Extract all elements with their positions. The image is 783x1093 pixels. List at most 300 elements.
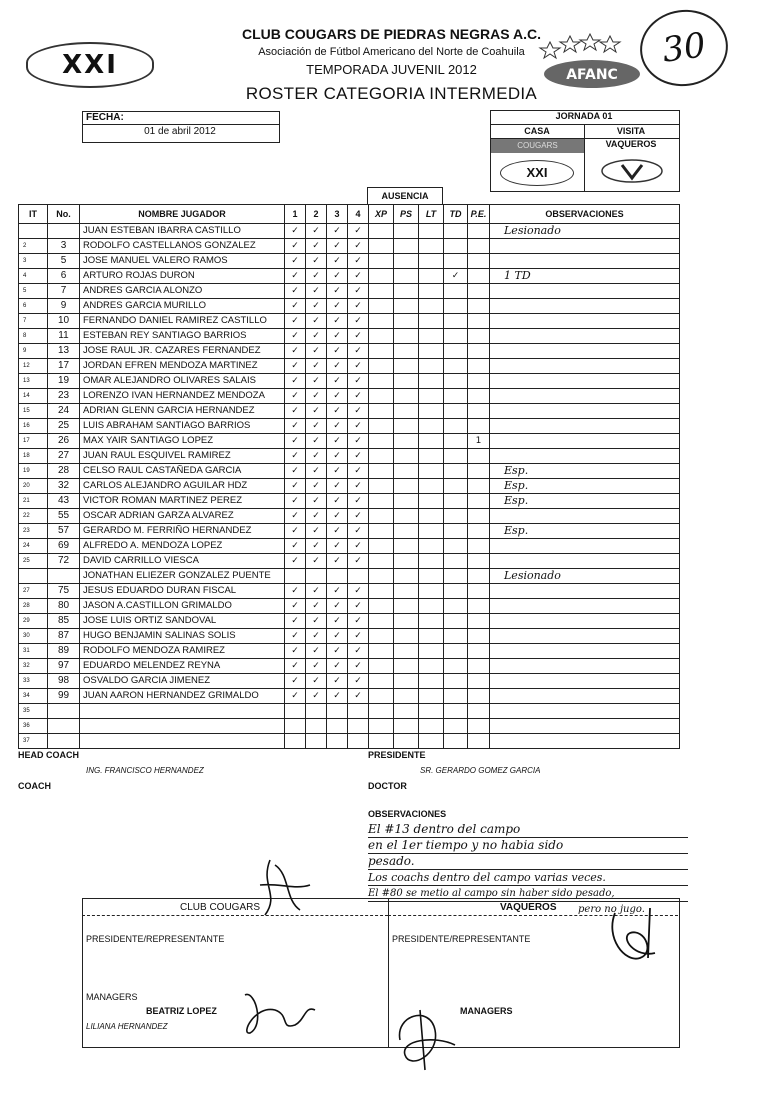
row-observation: Esp. bbox=[490, 524, 680, 539]
row-td bbox=[444, 389, 468, 404]
row-player-name: OMAR ALEJANDRO OLIVARES SALAIS bbox=[80, 374, 285, 389]
row-ps bbox=[394, 389, 419, 404]
row-q1: ✓ bbox=[285, 329, 306, 344]
row-q2: ✓ bbox=[306, 479, 327, 494]
row-q4: ✓ bbox=[348, 509, 369, 524]
row-td: ✓ bbox=[444, 269, 468, 284]
row-xp bbox=[369, 584, 394, 599]
col-name: NOMBRE JUGADOR bbox=[80, 205, 285, 224]
row-q1: ✓ bbox=[285, 494, 306, 509]
row-q2: ✓ bbox=[306, 254, 327, 269]
row-lt bbox=[419, 539, 444, 554]
col-q2: 2 bbox=[306, 205, 327, 224]
row-td bbox=[444, 299, 468, 314]
row-player-name bbox=[80, 704, 285, 719]
col-q1: 1 bbox=[285, 205, 306, 224]
row-observation bbox=[490, 344, 680, 359]
row-it: 16 bbox=[19, 419, 48, 434]
row-q1: ✓ bbox=[285, 599, 306, 614]
row-q1: ✓ bbox=[285, 674, 306, 689]
row-q4: ✓ bbox=[348, 644, 369, 659]
row-q3 bbox=[327, 704, 348, 719]
row-player-name: CELSO RAUL CASTAÑEDA GARCIA bbox=[80, 464, 285, 479]
row-q4: ✓ bbox=[348, 584, 369, 599]
row-q4 bbox=[348, 734, 369, 749]
away-team: VAQUEROS bbox=[605, 139, 657, 149]
row-observation bbox=[490, 434, 680, 449]
row-q1: ✓ bbox=[285, 659, 306, 674]
row-lt bbox=[419, 254, 444, 269]
row-number: 28 bbox=[48, 464, 80, 479]
row-player-name: JUAN ESTEBAN IBARRA CASTILLO bbox=[80, 224, 285, 239]
row-q3: ✓ bbox=[327, 539, 348, 554]
row-player-name: FERNANDO DANIEL RAMIREZ CASTILLO bbox=[80, 314, 285, 329]
row-observation bbox=[490, 254, 680, 269]
col-td: TD bbox=[444, 205, 468, 224]
row-xp bbox=[369, 629, 394, 644]
row-pe bbox=[468, 584, 490, 599]
row-q3: ✓ bbox=[327, 614, 348, 629]
row-xp bbox=[369, 329, 394, 344]
row-q4: ✓ bbox=[348, 629, 369, 644]
row-xp bbox=[369, 479, 394, 494]
row-q4 bbox=[348, 704, 369, 719]
row-player-name: ANDRES GARCIA MURILLO bbox=[80, 299, 285, 314]
signature-cougars-president bbox=[250, 855, 320, 925]
row-q2: ✓ bbox=[306, 299, 327, 314]
row-q2: ✓ bbox=[306, 314, 327, 329]
date-value: 01 de abril 2012 bbox=[144, 126, 216, 137]
row-observation: Lesionado bbox=[490, 569, 680, 584]
row-number: 17 bbox=[48, 359, 80, 374]
row-pe bbox=[468, 254, 490, 269]
club-managers-label: MANAGERS bbox=[86, 992, 138, 1002]
row-number bbox=[48, 569, 80, 584]
row-q1: ✓ bbox=[285, 614, 306, 629]
row-xp bbox=[369, 404, 394, 419]
row-xp bbox=[369, 659, 394, 674]
row-td bbox=[444, 239, 468, 254]
col-lt: LT bbox=[419, 205, 444, 224]
row-number: 27 bbox=[48, 449, 80, 464]
row-ps bbox=[394, 644, 419, 659]
row-pe bbox=[468, 374, 490, 389]
row-q1: ✓ bbox=[285, 689, 306, 704]
row-ps bbox=[394, 224, 419, 239]
row-ps bbox=[394, 434, 419, 449]
row-q2: ✓ bbox=[306, 419, 327, 434]
row-player-name: JONATHAN ELIEZER GONZALEZ PUENTE bbox=[80, 569, 285, 584]
row-player-name: ADRIAN GLENN GARCIA HERNANDEZ bbox=[80, 404, 285, 419]
row-xp bbox=[369, 449, 394, 464]
row-xp bbox=[369, 554, 394, 569]
row-lt bbox=[419, 704, 444, 719]
row-number: 69 bbox=[48, 539, 80, 554]
row-q2: ✓ bbox=[306, 269, 327, 284]
row-it: 9 bbox=[19, 344, 48, 359]
row-number: 89 bbox=[48, 644, 80, 659]
row-td bbox=[444, 494, 468, 509]
row-q2: ✓ bbox=[306, 599, 327, 614]
row-it bbox=[19, 224, 48, 239]
row-xp bbox=[369, 434, 394, 449]
row-q3: ✓ bbox=[327, 374, 348, 389]
row-q2: ✓ bbox=[306, 344, 327, 359]
row-q3: ✓ bbox=[327, 644, 348, 659]
table-row bbox=[19, 689, 680, 704]
row-observation bbox=[490, 284, 680, 299]
row-pe bbox=[468, 494, 490, 509]
row-lt bbox=[419, 569, 444, 584]
row-it: 33 bbox=[19, 674, 48, 689]
row-observation: 1 TD bbox=[490, 269, 680, 284]
row-q1: ✓ bbox=[285, 239, 306, 254]
table-row bbox=[19, 494, 680, 509]
row-q4: ✓ bbox=[348, 674, 369, 689]
row-it: 23 bbox=[19, 524, 48, 539]
row-lt bbox=[419, 434, 444, 449]
row-q2: ✓ bbox=[306, 629, 327, 644]
row-ps bbox=[394, 419, 419, 434]
row-q3: ✓ bbox=[327, 389, 348, 404]
row-td bbox=[444, 704, 468, 719]
row-it: 30 bbox=[19, 629, 48, 644]
row-observation bbox=[490, 734, 680, 749]
row-it: 22 bbox=[19, 509, 48, 524]
row-ps bbox=[394, 524, 419, 539]
row-ps bbox=[394, 719, 419, 734]
row-number: 19 bbox=[48, 374, 80, 389]
observation-line: pero no jugo. bbox=[578, 904, 645, 915]
row-observation bbox=[490, 599, 680, 614]
row-observation bbox=[490, 374, 680, 389]
season-title: TEMPORADA JUVENIL 2012 bbox=[306, 62, 477, 77]
row-q4: ✓ bbox=[348, 344, 369, 359]
row-q1: ✓ bbox=[285, 404, 306, 419]
table-row bbox=[19, 644, 680, 659]
observations-label: OBSERVACIONES bbox=[368, 809, 447, 819]
table-row bbox=[19, 239, 680, 254]
row-q1: ✓ bbox=[285, 434, 306, 449]
table-row bbox=[19, 404, 680, 419]
row-lt bbox=[419, 389, 444, 404]
row-lt bbox=[419, 329, 444, 344]
row-pe bbox=[468, 704, 490, 719]
row-ps bbox=[394, 704, 419, 719]
row-pe bbox=[468, 359, 490, 374]
row-q4: ✓ bbox=[348, 254, 369, 269]
row-pe bbox=[468, 599, 490, 614]
table-row bbox=[19, 614, 680, 629]
row-td bbox=[444, 719, 468, 734]
row-player-name: ANDRES GARCIA ALONZO bbox=[80, 284, 285, 299]
row-observation: Esp. bbox=[490, 494, 680, 509]
row-lt bbox=[419, 554, 444, 569]
row-observation: Esp. bbox=[490, 464, 680, 479]
row-q1 bbox=[285, 734, 306, 749]
row-number: 85 bbox=[48, 614, 80, 629]
row-td bbox=[444, 689, 468, 704]
vaqueros-logo-graphic bbox=[600, 158, 664, 184]
row-q4: ✓ bbox=[348, 689, 369, 704]
row-ps bbox=[394, 284, 419, 299]
row-lt bbox=[419, 449, 444, 464]
row-q1: ✓ bbox=[285, 539, 306, 554]
row-q1: ✓ bbox=[285, 479, 306, 494]
row-lt bbox=[419, 734, 444, 749]
row-number bbox=[48, 719, 80, 734]
row-lt bbox=[419, 344, 444, 359]
row-lt bbox=[419, 239, 444, 254]
row-number: 23 bbox=[48, 389, 80, 404]
observation-line: Los coachs dentro del campo varias veces. bbox=[368, 870, 688, 886]
row-player-name bbox=[80, 719, 285, 734]
row-q1: ✓ bbox=[285, 644, 306, 659]
row-observation bbox=[490, 584, 680, 599]
row-xp bbox=[369, 524, 394, 539]
row-lt bbox=[419, 479, 444, 494]
row-q4: ✓ bbox=[348, 224, 369, 239]
row-number: 72 bbox=[48, 554, 80, 569]
away-team-logo bbox=[600, 158, 664, 184]
row-lt bbox=[419, 419, 444, 434]
row-q3: ✓ bbox=[327, 674, 348, 689]
table-row bbox=[19, 509, 680, 524]
row-td bbox=[444, 599, 468, 614]
col-xp: XP bbox=[369, 205, 394, 224]
row-q3: ✓ bbox=[327, 344, 348, 359]
table-row bbox=[19, 329, 680, 344]
row-lt bbox=[419, 224, 444, 239]
row-q3: ✓ bbox=[327, 314, 348, 329]
row-q1: ✓ bbox=[285, 314, 306, 329]
row-td bbox=[444, 224, 468, 239]
row-number: 87 bbox=[48, 629, 80, 644]
col-obs: OBSERVACIONES bbox=[490, 205, 680, 224]
head-coach-label: HEAD COACH bbox=[18, 750, 80, 760]
table-row bbox=[19, 479, 680, 494]
row-td bbox=[444, 734, 468, 749]
row-ps bbox=[394, 314, 419, 329]
row-it: 31 bbox=[19, 644, 48, 659]
row-it: 12 bbox=[19, 359, 48, 374]
row-lt bbox=[419, 719, 444, 734]
row-player-name: JORDAN EFREN MENDOZA MARTINEZ bbox=[80, 359, 285, 374]
table-row bbox=[19, 284, 680, 299]
row-observation bbox=[490, 614, 680, 629]
row-q4: ✓ bbox=[348, 314, 369, 329]
club-president-label: PRESIDENTE/REPRESENTANTE bbox=[86, 934, 225, 944]
row-q3: ✓ bbox=[327, 359, 348, 374]
row-q4: ✓ bbox=[348, 524, 369, 539]
row-xp bbox=[369, 374, 394, 389]
table-row bbox=[19, 584, 680, 599]
row-lt bbox=[419, 689, 444, 704]
row-player-name: MAX YAIR SANTIAGO LOPEZ bbox=[80, 434, 285, 449]
row-lt bbox=[419, 674, 444, 689]
row-player-name: JUAN AARON HERNANDEZ GRIMALDO bbox=[80, 689, 285, 704]
row-td bbox=[444, 419, 468, 434]
row-q1: ✓ bbox=[285, 524, 306, 539]
row-q4 bbox=[348, 569, 369, 584]
signature-vaqueros-president bbox=[600, 898, 670, 973]
home-team: COUGARS bbox=[491, 139, 584, 153]
row-td bbox=[444, 584, 468, 599]
row-q3: ✓ bbox=[327, 404, 348, 419]
row-ps bbox=[394, 689, 419, 704]
row-pe bbox=[468, 389, 490, 404]
row-q3: ✓ bbox=[327, 419, 348, 434]
row-it bbox=[19, 569, 48, 584]
row-xp bbox=[369, 734, 394, 749]
row-q2 bbox=[306, 704, 327, 719]
row-player-name: CARLOS ALEJANDRO AGUILAR HDZ bbox=[80, 479, 285, 494]
table-row bbox=[19, 734, 680, 749]
row-pe bbox=[468, 569, 490, 584]
row-q3: ✓ bbox=[327, 554, 348, 569]
row-player-name: DAVID CARRILLO VIESCA bbox=[80, 554, 285, 569]
row-q2: ✓ bbox=[306, 614, 327, 629]
roster-table bbox=[18, 204, 680, 749]
row-number: 43 bbox=[48, 494, 80, 509]
signature-vaqueros-manager bbox=[390, 1000, 465, 1075]
row-q1: ✓ bbox=[285, 629, 306, 644]
row-pe bbox=[468, 464, 490, 479]
row-q3: ✓ bbox=[327, 689, 348, 704]
row-q1: ✓ bbox=[285, 344, 306, 359]
table-row bbox=[19, 434, 680, 449]
row-q4: ✓ bbox=[348, 299, 369, 314]
row-xp bbox=[369, 674, 394, 689]
table-row bbox=[19, 254, 680, 269]
row-number bbox=[48, 224, 80, 239]
row-q4: ✓ bbox=[348, 404, 369, 419]
row-q4 bbox=[348, 719, 369, 734]
row-q4: ✓ bbox=[348, 359, 369, 374]
row-observation bbox=[490, 719, 680, 734]
row-ps bbox=[394, 344, 419, 359]
row-q3: ✓ bbox=[327, 254, 348, 269]
row-number: 75 bbox=[48, 584, 80, 599]
row-pe bbox=[468, 449, 490, 464]
row-xp bbox=[369, 689, 394, 704]
absence-header: AUSENCIA bbox=[367, 187, 443, 204]
club-box-rule bbox=[82, 915, 388, 916]
row-number: 13 bbox=[48, 344, 80, 359]
jornada-title: JORNADA 01 bbox=[555, 111, 613, 121]
row-q3: ✓ bbox=[327, 299, 348, 314]
coach-label: COACH bbox=[18, 781, 51, 791]
row-td bbox=[444, 629, 468, 644]
row-pe bbox=[468, 614, 490, 629]
row-q3 bbox=[327, 719, 348, 734]
row-q4: ✓ bbox=[348, 554, 369, 569]
row-xp bbox=[369, 239, 394, 254]
observation-line: en el 1er tiempo y no habia sido bbox=[368, 838, 688, 854]
row-q2: ✓ bbox=[306, 539, 327, 554]
row-xp bbox=[369, 599, 394, 614]
row-player-name bbox=[80, 734, 285, 749]
row-it: 7 bbox=[19, 314, 48, 329]
row-td bbox=[444, 284, 468, 299]
row-q2: ✓ bbox=[306, 329, 327, 344]
row-q3: ✓ bbox=[327, 629, 348, 644]
row-q1: ✓ bbox=[285, 269, 306, 284]
row-ps bbox=[394, 239, 419, 254]
row-pe bbox=[468, 734, 490, 749]
row-q2 bbox=[306, 719, 327, 734]
row-it: 24 bbox=[19, 539, 48, 554]
row-xp bbox=[369, 284, 394, 299]
row-xp bbox=[369, 224, 394, 239]
row-q2: ✓ bbox=[306, 689, 327, 704]
row-xp bbox=[369, 359, 394, 374]
row-q1: ✓ bbox=[285, 359, 306, 374]
row-observation bbox=[490, 629, 680, 644]
row-q2: ✓ bbox=[306, 449, 327, 464]
table-row bbox=[19, 464, 680, 479]
row-q2: ✓ bbox=[306, 224, 327, 239]
row-observation bbox=[490, 299, 680, 314]
row-td bbox=[444, 359, 468, 374]
row-pe bbox=[468, 479, 490, 494]
row-q2: ✓ bbox=[306, 434, 327, 449]
row-it: 19 bbox=[19, 464, 48, 479]
row-player-name: JOSE RAUL JR. CAZARES FERNANDEZ bbox=[80, 344, 285, 359]
row-q1: ✓ bbox=[285, 464, 306, 479]
row-pe bbox=[468, 314, 490, 329]
row-observation bbox=[490, 389, 680, 404]
row-number: 26 bbox=[48, 434, 80, 449]
logo-left-text: XXI bbox=[62, 50, 118, 80]
row-q3: ✓ bbox=[327, 449, 348, 464]
row-it: 17 bbox=[19, 434, 48, 449]
row-q4: ✓ bbox=[348, 329, 369, 344]
row-q4: ✓ bbox=[348, 389, 369, 404]
table-row bbox=[19, 269, 680, 284]
row-observation bbox=[490, 404, 680, 419]
row-q4: ✓ bbox=[348, 659, 369, 674]
manager-1: BEATRIZ LOPEZ bbox=[146, 1006, 217, 1016]
row-td bbox=[444, 329, 468, 344]
row-ps bbox=[394, 254, 419, 269]
row-xp bbox=[369, 644, 394, 659]
table-row bbox=[19, 554, 680, 569]
row-number: 5 bbox=[48, 254, 80, 269]
row-lt bbox=[419, 374, 444, 389]
row-player-name: ALFREDO A. MENDOZA LOPEZ bbox=[80, 539, 285, 554]
row-player-name: LUIS ABRAHAM SANTIAGO BARRIOS bbox=[80, 419, 285, 434]
row-pe bbox=[468, 284, 490, 299]
row-q2 bbox=[306, 569, 327, 584]
row-td bbox=[444, 509, 468, 524]
row-it: 4 bbox=[19, 269, 48, 284]
row-it: 25 bbox=[19, 554, 48, 569]
row-q2: ✓ bbox=[306, 659, 327, 674]
row-td bbox=[444, 449, 468, 464]
row-number: 11 bbox=[48, 329, 80, 344]
row-q3: ✓ bbox=[327, 494, 348, 509]
row-number: 25 bbox=[48, 419, 80, 434]
row-q2: ✓ bbox=[306, 464, 327, 479]
row-q1 bbox=[285, 569, 306, 584]
row-lt bbox=[419, 269, 444, 284]
row-pe bbox=[468, 404, 490, 419]
row-q1: ✓ bbox=[285, 389, 306, 404]
table-row bbox=[19, 599, 680, 614]
table-row bbox=[19, 359, 680, 374]
row-td bbox=[444, 374, 468, 389]
